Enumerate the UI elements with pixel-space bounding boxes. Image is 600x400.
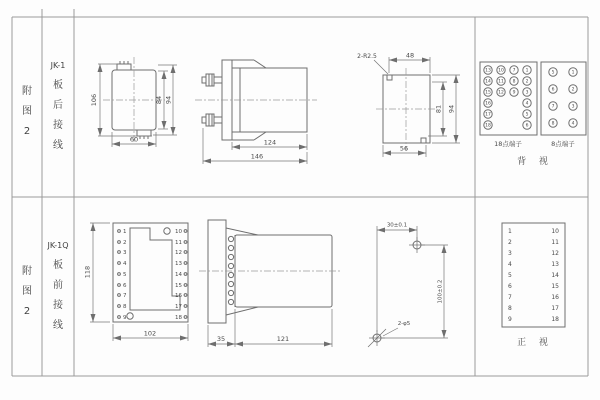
wiring-char: 接	[53, 300, 63, 311]
terminal-label: 2	[123, 240, 127, 246]
terminal-number: 14	[551, 272, 559, 279]
terminal-number: 4	[525, 101, 529, 107]
terminal-number: 1	[525, 68, 529, 74]
terminal-number: 13	[551, 261, 559, 268]
terminal-label: 10	[175, 229, 182, 235]
terminal-number: 6	[551, 87, 555, 93]
figure-char: 2	[23, 306, 31, 317]
terminal-label: 16	[175, 293, 182, 299]
terminal-number: 6	[525, 123, 529, 129]
jk1q-side-view-drawing	[199, 220, 340, 347]
terminal-number: 7	[508, 294, 512, 301]
terminal-number: 17	[551, 305, 559, 312]
dim-height-inner: 84	[155, 95, 163, 105]
terminal-number: 15	[551, 283, 559, 290]
terminal-number: 17	[485, 112, 491, 118]
terminal-label: 17	[175, 304, 182, 310]
terminal-numbers-8	[552, 70, 575, 127]
wiring-char: 线	[53, 140, 63, 151]
terminal-number: 3	[525, 90, 529, 96]
terminal-list-numbers	[508, 228, 559, 323]
terminal-number: 16	[551, 294, 559, 301]
terminal-number: 5	[508, 272, 512, 279]
wiring-char: 板	[53, 260, 63, 271]
terminal-screw	[202, 114, 222, 126]
figure-char: 附	[22, 266, 32, 277]
terminal-label: 12	[175, 250, 182, 256]
terminal-number: 12	[498, 90, 504, 96]
dim-plate: 35	[216, 335, 226, 343]
jk1-panel-cutout-drawing	[357, 52, 460, 158]
terminal-number: 15	[485, 90, 491, 96]
terminal-number: 4	[571, 121, 575, 127]
jk1q-terminal-list	[502, 223, 565, 348]
terminal-number: 16	[485, 101, 491, 107]
wiring-char: 后	[53, 100, 63, 111]
terminal-number: 9	[512, 90, 516, 96]
inner-cutout	[130, 228, 180, 310]
terminal-label: 11	[175, 240, 182, 246]
terminal-label: 1	[123, 229, 127, 235]
terminal-circles-18	[484, 66, 531, 129]
leader-line	[374, 60, 388, 74]
centerlines	[376, 68, 437, 151]
terminal-label: 8	[123, 304, 127, 310]
terminal-number: 6	[508, 283, 512, 290]
dim-width: 60	[129, 135, 139, 144]
dimension-lines	[90, 223, 188, 341]
terminal-number: 14	[485, 79, 491, 85]
wiring-char: 线	[53, 320, 63, 331]
terminal-number: 10	[498, 68, 504, 74]
terminal-number: 1	[571, 70, 575, 76]
figure-char: 图	[22, 106, 32, 117]
terminal-number: 11	[551, 239, 559, 246]
terminal-label: 4	[123, 261, 127, 267]
terminal-number: 4	[508, 261, 512, 268]
wiring-char: 前	[53, 280, 63, 291]
terminal-number: 2	[571, 87, 575, 93]
figure-char: 图	[22, 286, 32, 297]
terminal-number: 18	[485, 123, 491, 129]
terminal-block-8	[541, 62, 586, 148]
terminal-screw	[202, 74, 222, 86]
terminal-number: 1	[508, 228, 512, 235]
terminal-number: 3	[571, 104, 575, 110]
cutout-notch-bottom	[421, 138, 426, 143]
jk1q-drill-plan-drawing	[368, 223, 448, 348]
wiring-char: 板	[53, 80, 63, 91]
terminal-label: 18	[175, 315, 182, 321]
terminal-number: 18	[551, 316, 559, 323]
terminal-number: 8	[508, 305, 512, 312]
dim-width-top: 48	[405, 51, 415, 60]
terminal-label: 15	[175, 283, 182, 289]
terminal-number: 10	[551, 228, 559, 235]
jk1q-front-view-drawing	[84, 223, 189, 341]
dim-horizontal: 30±0.1	[386, 222, 408, 229]
front-view-caption: 正 视	[517, 338, 553, 348]
dim-height: 118	[83, 265, 92, 279]
figure-char: 2	[23, 126, 31, 137]
terminal-number: 2	[508, 239, 512, 246]
jk1-side-view-drawing	[195, 60, 317, 164]
terminal-number: 11	[498, 79, 504, 85]
model-name: JK-1Q	[47, 241, 69, 250]
terminal-number: 9	[508, 316, 512, 323]
terminal-label: 7	[123, 293, 127, 299]
dim-width: 102	[143, 329, 157, 338]
dim-width-bottom: 56	[399, 144, 409, 153]
terminal-label: 14	[175, 272, 182, 278]
figure-char: 附	[22, 86, 32, 97]
terminal-label: 3	[123, 250, 127, 256]
terminal-block-8-label: 8点端子	[551, 140, 575, 148]
terminal-number: 13	[485, 68, 491, 74]
dim-depth-body: 124	[263, 138, 277, 147]
terminal-number: 5	[551, 70, 555, 76]
terminal-number: 2	[525, 79, 529, 85]
dim-depth-total: 146	[250, 152, 264, 161]
dim-height-outer: 94	[164, 95, 173, 105]
terminal-block-18-label: 18点端子	[494, 140, 522, 148]
dim-height-inner: 81	[434, 104, 443, 114]
terminal-screws-column	[228, 236, 233, 304]
terminal-number: 7	[551, 104, 555, 110]
terminal-number: 3	[508, 250, 512, 257]
model-name: JK-1	[50, 61, 66, 70]
wiring-char: 接	[53, 120, 63, 131]
cutout-notch-top	[387, 75, 392, 80]
dim-height-total: 106	[90, 93, 98, 107]
terminal-number: 8	[512, 79, 516, 85]
terminal-number: 8	[551, 121, 555, 127]
terminal-number: 12	[551, 250, 559, 257]
terminal-label: 6	[123, 283, 127, 289]
terminal-circles-8	[549, 68, 577, 127]
dim-height-outer: 94	[447, 104, 456, 114]
terminal-block-18	[480, 62, 537, 148]
dim-vertical: 100±0.2	[437, 279, 444, 304]
terminal-label: 5	[123, 272, 127, 278]
terminal-label: 9	[123, 315, 127, 321]
dim-body: 121	[276, 335, 290, 343]
rear-view-caption: 背 视	[517, 157, 553, 167]
holes-note: 2-φ5	[397, 321, 411, 327]
terminal-number: 7	[512, 68, 516, 74]
jk1-front-view-drawing	[90, 57, 177, 147]
front-view-terminals	[118, 229, 187, 321]
terminal-number: 5	[525, 112, 529, 118]
terminal-numbers-18	[485, 68, 528, 129]
radius-note: 2-R2.5	[357, 53, 377, 60]
terminal-label: 13	[175, 261, 182, 267]
